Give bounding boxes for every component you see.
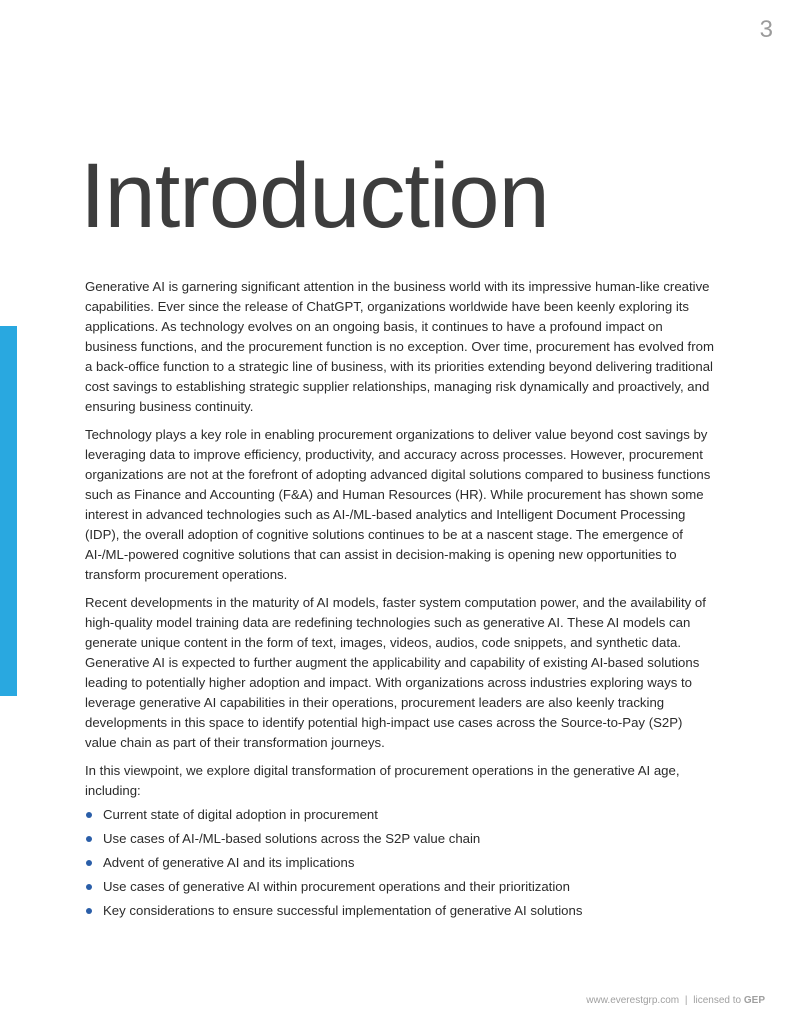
footer-site-link[interactable]: www.everestgrp.com — [586, 995, 680, 1006]
footer-separator: | — [684, 995, 688, 1006]
bullet-icon — [86, 812, 92, 818]
bullet-icon — [86, 884, 92, 890]
paragraph-3: Recent developments in the maturity of AI models, faster system computation power, and the availability of high-quality model training data are redefining technologies such as generative AI. These AI models can generate unique content in the form of text, images, videos, audios, code snippets, and synthetic data. Generative AI is expected to further augment the applicability and capability of existing AI-based solutions leading to potentially higher adoption and impact. With organizations across industries exploring ways to leverage generative AI capabilities in their operations, procurement leaders are also keenly tracking developments in this space to identify potential high-impact use cases across the Source-to-Pay (S2P) value chain as part of their transformation journeys. — [85, 595, 706, 750]
bullet-icon — [86, 836, 92, 842]
bullet-icon — [86, 908, 92, 914]
bullet-list — [85, 805, 715, 921]
accent-bar — [0, 326, 17, 696]
body-content — [85, 277, 715, 925]
page-title: Introduction — [80, 145, 549, 247]
bullet-icon — [86, 860, 92, 866]
list-item — [85, 901, 715, 921]
paragraph-4: In this viewpoint, we explore digital transformation of procurement operations in the generative AI age, including: — [85, 763, 680, 798]
footer — [586, 995, 765, 1006]
page-number: 3 — [759, 16, 773, 43]
footer-licensee: GEP — [743, 995, 765, 1006]
list-item-text: Use cases of AI-/ML-based solutions across the S2P value chain — [103, 831, 481, 846]
list-item — [85, 877, 715, 897]
list-item — [85, 805, 715, 825]
footer-license-text: licensed to — [693, 995, 742, 1006]
list-item — [85, 829, 715, 849]
paragraph-1: Generative AI is garnering significant attention in the business world with its impressive human-like creative capabilities. Ever since the release of ChatGPT, organizations worldwide have been keenly exploring its applications. As technology evolves on an ongoing basis, it continues to have a profound impact on business functions, and the procurement function is no exception. Over time, procurement has evolved from a back-office function to a strategic line of business, with its priorities extending beyond delivering traditional cost savings to establishing strategic supplier relationships, managing risk dynamically and proactively, and ensuring business continuity. — [85, 279, 714, 414]
list-item-text: Advent of generative AI and its implications — [103, 855, 355, 870]
list-item-text: Use cases of generative AI within procurement operations and their prioritization — [103, 879, 570, 894]
paragraph-2: Technology plays a key role in enabling procurement organizations to deliver value beyond cost savings by leveraging data to improve efficiency, productivity, and accuracy across processes. However, procurement organizations are not at the forefront of adopting advanced digital solutions compared to business functions such as Finance and Accounting (F&A) and Human Resources (HR). While procurement has shown some interest in advanced technologies such as AI-/ML-based analytics and Intelligent Document Processing (IDP), the overall adoption of cognitive solutions continues to be at a nascent stage. The emergence of AI-/ML-powered cognitive solutions that can assist in decision-making is opening new opportunities to transform procurement operations. — [85, 427, 711, 582]
list-item-text: Current state of digital adoption in procurement — [103, 807, 378, 822]
list-item — [85, 853, 715, 873]
list-item-text: Key considerations to ensure successful implementation of generative AI solutions — [103, 903, 583, 918]
